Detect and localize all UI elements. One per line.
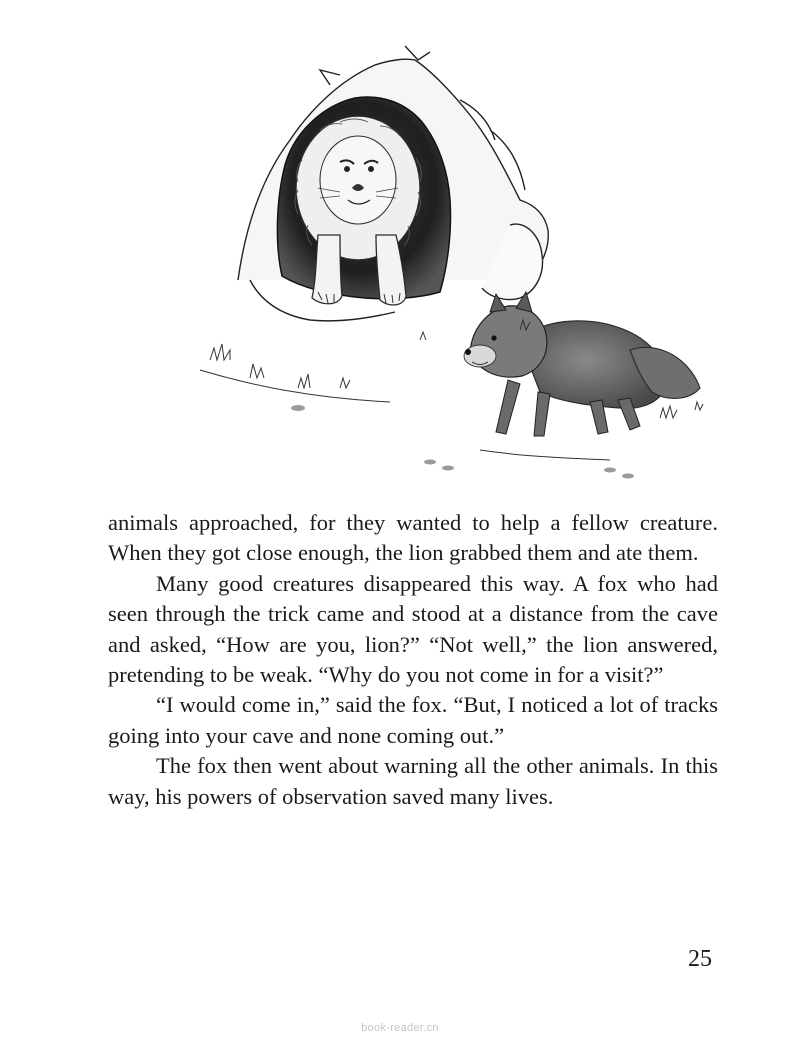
tracks (291, 405, 634, 479)
paragraph-2: Many good creatures disappeared this way. A fox who had seen through the trick came and stood at a distance from the cave and asked, “How are you, lion?” “Not well,” the lion answered, pretending to be weak. “Why do you not come in for a visit?” (108, 570, 718, 688)
lion-and-fox-drawing (190, 30, 730, 500)
paragraph-4: The fox then went about warning all the other animals. In this way, his powers of observation saved many lives. (108, 753, 718, 809)
story-illustration (190, 30, 730, 500)
paragraph-3: “I would come in,” said the fox. “But, I noticed a lot of tracks going into your cave and none coming out.” (108, 692, 718, 748)
watermark: book-reader.cn (361, 1022, 439, 1034)
page-number: 25 (688, 946, 712, 972)
paragraph-1: animals approached, for they wanted to help a fellow creature. When they got close enough, the lion grabbed them and ate them. (108, 510, 718, 566)
story-text (108, 508, 718, 812)
